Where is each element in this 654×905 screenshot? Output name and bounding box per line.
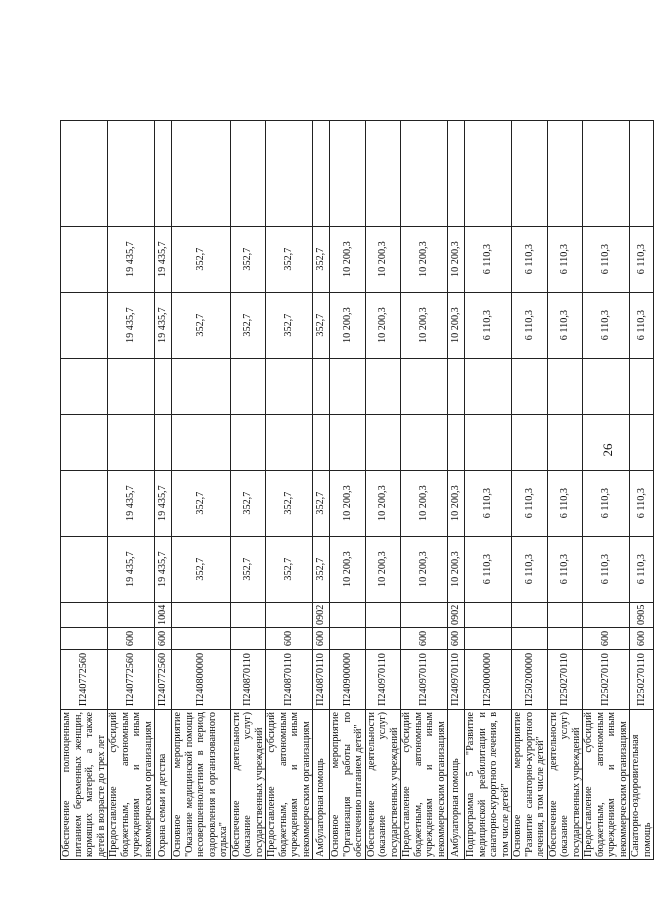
row-value-4-cell — [512, 358, 548, 414]
row-value-5-cell: 352,7 — [313, 292, 330, 358]
row-value-4-cell — [465, 358, 512, 414]
row-empty-cell — [108, 120, 155, 226]
row-value-1-cell: 352,7 — [266, 536, 313, 602]
row-fsr-cell — [401, 602, 448, 627]
row-code-cell: П240800000 — [172, 650, 231, 710]
row-value-3-cell — [155, 414, 172, 470]
row-value-2-cell: 352,7 — [172, 470, 231, 536]
row-name-cell: Предоставление субсидий бюджетным, автономным учреждениям и иным некоммерческим организациям — [401, 710, 448, 860]
row-code-cell: П240970110 — [401, 650, 448, 710]
row-code-cell: П240970110 — [365, 650, 401, 710]
row-value-5-cell: 6 110,3 — [630, 292, 654, 358]
row-value-3-cell — [448, 414, 465, 470]
row-name-cell: Охрана семьи и детства — [155, 710, 172, 860]
row-value-2-cell: 352,7 — [230, 470, 266, 536]
row-empty-cell — [61, 120, 108, 226]
row-value-6-cell: 10 200,3 — [448, 226, 465, 292]
table-row — [630, 120, 654, 859]
row-value-5-cell: 6 110,3 — [583, 292, 630, 358]
row-fsr-cell — [330, 602, 366, 627]
row-value-4-cell — [313, 358, 330, 414]
row-code-cell: П250270110 — [547, 650, 583, 710]
row-name-cell: Предоставление субсидий бюджетным, автономным учреждениям и иным некоммерческим организациям — [266, 710, 313, 860]
row-value-5-cell — [61, 292, 108, 358]
row-vr-cell — [365, 628, 401, 650]
row-vr-cell: 600 — [108, 628, 155, 650]
row-value-1-cell: 352,7 — [230, 536, 266, 602]
row-value-3-cell — [401, 414, 448, 470]
row-value-6-cell: 19 435,7 — [155, 226, 172, 292]
row-name-cell: Предоставление субсидий бюджетным, автономным учреждениям и иным некоммерческим организациям — [583, 710, 630, 860]
row-value-1-cell: 10 200,3 — [330, 536, 366, 602]
row-value-4-cell — [330, 358, 366, 414]
row-name-cell: Основное мероприятие "Организация работы по обеспечению питанием детей" — [330, 710, 366, 860]
row-value-1-cell — [61, 536, 108, 602]
row-value-6-cell: 10 200,3 — [365, 226, 401, 292]
row-value-2-cell: 6 110,3 — [512, 470, 548, 536]
row-value-4-cell — [61, 358, 108, 414]
row-value-4-cell — [155, 358, 172, 414]
row-fsr-cell: 0905 — [630, 602, 654, 627]
row-empty-cell — [630, 120, 654, 226]
table-row — [365, 120, 401, 859]
row-value-2-cell: 10 200,3 — [365, 470, 401, 536]
row-value-5-cell: 352,7 — [230, 292, 266, 358]
row-value-4-cell — [230, 358, 266, 414]
row-empty-cell — [401, 120, 448, 226]
row-vr-cell: 600 — [313, 628, 330, 650]
row-value-1-cell: 6 110,3 — [465, 536, 512, 602]
row-code-cell: П240870110 — [266, 650, 313, 710]
row-value-1-cell: 10 200,3 — [448, 536, 465, 602]
row-value-6-cell: 352,7 — [266, 226, 313, 292]
row-value-4-cell — [172, 358, 231, 414]
row-code-cell: П250270110 — [583, 650, 630, 710]
row-fsr-cell — [547, 602, 583, 627]
row-value-6-cell: 6 110,3 — [583, 226, 630, 292]
row-value-5-cell: 10 200,3 — [365, 292, 401, 358]
row-code-cell: П240772560 — [155, 650, 172, 710]
row-vr-cell: 600 — [448, 628, 465, 650]
row-value-2-cell: 10 200,3 — [330, 470, 366, 536]
row-value-3-cell — [512, 414, 548, 470]
budget-table — [60, 120, 654, 860]
row-value-5-cell: 6 110,3 — [547, 292, 583, 358]
row-value-1-cell: 10 200,3 — [365, 536, 401, 602]
row-value-6-cell: 10 200,3 — [401, 226, 448, 292]
row-vr-cell — [512, 628, 548, 650]
row-value-3-cell — [465, 414, 512, 470]
row-value-3-cell — [365, 414, 401, 470]
row-value-3-cell — [266, 414, 313, 470]
table-row — [512, 120, 548, 859]
row-fsr-cell — [583, 602, 630, 627]
row-empty-cell — [365, 120, 401, 226]
row-value-1-cell: 6 110,3 — [547, 536, 583, 602]
row-code-cell: П240870110 — [313, 650, 330, 710]
row-empty-cell — [172, 120, 231, 226]
row-value-4-cell — [401, 358, 448, 414]
row-value-6-cell: 6 110,3 — [630, 226, 654, 292]
row-code-cell: П240772560 — [108, 650, 155, 710]
row-value-3-cell — [230, 414, 266, 470]
row-vr-cell: 600 — [266, 628, 313, 650]
row-value-4-cell — [365, 358, 401, 414]
row-empty-cell — [583, 120, 630, 226]
row-value-5-cell: 6 110,3 — [465, 292, 512, 358]
row-fsr-cell — [172, 602, 231, 627]
row-value-3-cell — [630, 414, 654, 470]
row-value-5-cell: 10 200,3 — [448, 292, 465, 358]
row-fsr-cell — [61, 602, 108, 627]
row-value-2-cell: 6 110,3 — [583, 470, 630, 536]
row-name-cell: Обеспечение деятельности (оказание услуг) государственных учреждений — [365, 710, 401, 860]
row-value-4-cell — [108, 358, 155, 414]
row-empty-cell — [313, 120, 330, 226]
row-value-5-cell: 352,7 — [266, 292, 313, 358]
row-code-cell: П250270110 — [630, 650, 654, 710]
row-value-3-cell — [61, 414, 108, 470]
row-fsr-cell — [108, 602, 155, 627]
row-code-cell: П240900000 — [330, 650, 366, 710]
row-vr-cell: 600 — [583, 628, 630, 650]
row-name-cell: Подпрограмма 5 "Развитие медицинской реабилитации и санаторно-курортного лечения, в том числе детей" — [465, 710, 512, 860]
row-value-2-cell: 19 435,7 — [155, 470, 172, 536]
row-value-2-cell: 6 110,3 — [465, 470, 512, 536]
row-value-1-cell: 19 435,7 — [155, 536, 172, 602]
row-empty-cell — [230, 120, 266, 226]
row-value-6-cell: 6 110,3 — [465, 226, 512, 292]
row-vr-cell — [172, 628, 231, 650]
row-value-4-cell — [547, 358, 583, 414]
row-vr-cell — [465, 628, 512, 650]
row-fsr-cell: 1004 — [155, 602, 172, 627]
row-value-6-cell: 352,7 — [172, 226, 231, 292]
table-row — [448, 120, 465, 859]
row-value-3-cell — [547, 414, 583, 470]
row-vr-cell: 600 — [155, 628, 172, 650]
row-value-2-cell: 352,7 — [266, 470, 313, 536]
row-value-1-cell: 6 110,3 — [630, 536, 654, 602]
row-name-cell: Обеспечение полноценным питанием беременных женщин, кормящих матерей, а также детей в возрасте до трех лет — [61, 710, 108, 860]
row-fsr-cell: 0902 — [448, 602, 465, 627]
row-name-cell: Основное мероприятие "Развитие санаторно-курортного лечения, в том числе детей" — [512, 710, 548, 860]
row-value-1-cell: 6 110,3 — [583, 536, 630, 602]
row-name-cell: Обеспечение деятельности (оказание услуг) государственных учреждений — [547, 710, 583, 860]
row-name-cell: Предоставление субсидий бюджетным, автономным учреждениям и иным некоммерческим организациям — [108, 710, 155, 860]
table-row — [330, 120, 366, 859]
table-row — [108, 120, 155, 859]
row-value-1-cell: 10 200,3 — [401, 536, 448, 602]
row-fsr-cell: 0902 — [313, 602, 330, 627]
row-value-6-cell: 6 110,3 — [547, 226, 583, 292]
row-name-cell: Санаторно-оздоровительная помощь — [630, 710, 654, 860]
row-value-6-cell: 6 110,3 — [512, 226, 548, 292]
row-value-6-cell — [61, 226, 108, 292]
page-number: 26 — [600, 443, 615, 457]
row-name-cell: Обеспечение деятельности (оказание услуг) государственных учреждений — [230, 710, 266, 860]
row-fsr-cell — [365, 602, 401, 627]
row-value-4-cell — [583, 358, 630, 414]
row-code-cell: П240772560 — [61, 650, 108, 710]
row-empty-cell — [266, 120, 313, 226]
row-value-2-cell: 10 200,3 — [401, 470, 448, 536]
row-code-cell: П240870110 — [230, 650, 266, 710]
table-row — [583, 120, 630, 859]
row-fsr-cell — [465, 602, 512, 627]
table-row — [230, 120, 266, 859]
table-row — [61, 120, 108, 859]
row-code-cell: П250200000 — [512, 650, 548, 710]
row-value-6-cell: 352,7 — [313, 226, 330, 292]
row-vr-cell — [330, 628, 366, 650]
table-row — [266, 120, 313, 859]
row-empty-cell — [547, 120, 583, 226]
row-vr-cell — [230, 628, 266, 650]
row-value-3-cell — [313, 414, 330, 470]
row-value-4-cell — [448, 358, 465, 414]
row-value-6-cell: 19 435,7 — [108, 226, 155, 292]
row-code-cell: П250000000 — [465, 650, 512, 710]
row-value-2-cell: 19 435,7 — [108, 470, 155, 536]
row-value-5-cell: 10 200,3 — [330, 292, 366, 358]
row-name-cell: Амбулаторная помощь — [313, 710, 330, 860]
row-empty-cell — [465, 120, 512, 226]
row-empty-cell — [330, 120, 366, 226]
row-fsr-cell — [230, 602, 266, 627]
table-row — [547, 120, 583, 859]
row-value-3-cell — [330, 414, 366, 470]
row-value-3-cell — [583, 414, 630, 470]
table-row — [172, 120, 231, 859]
row-value-2-cell — [61, 470, 108, 536]
row-value-2-cell: 352,7 — [313, 470, 330, 536]
row-vr-cell: 600 — [401, 628, 448, 650]
row-value-1-cell: 352,7 — [172, 536, 231, 602]
row-value-3-cell — [172, 414, 231, 470]
row-value-1-cell: 19 435,7 — [108, 536, 155, 602]
table-row — [313, 120, 330, 859]
row-code-cell: П240970110 — [448, 650, 465, 710]
row-value-5-cell: 352,7 — [172, 292, 231, 358]
row-value-5-cell: 10 200,3 — [401, 292, 448, 358]
row-value-4-cell — [266, 358, 313, 414]
row-value-2-cell: 10 200,3 — [448, 470, 465, 536]
row-value-5-cell: 19 435,7 — [155, 292, 172, 358]
table-row — [155, 120, 172, 859]
row-value-3-cell — [108, 414, 155, 470]
row-name-cell: Основное мероприятие "Оказание медицинской помощи несовершеннолетним в период оздоровления и организованного отдыха" — [172, 710, 231, 860]
row-vr-cell: 600 — [630, 628, 654, 650]
row-value-6-cell: 10 200,3 — [330, 226, 366, 292]
row-vr-cell — [61, 628, 108, 650]
row-empty-cell — [155, 120, 172, 226]
row-fsr-cell — [266, 602, 313, 627]
row-value-4-cell — [630, 358, 654, 414]
row-value-2-cell: 6 110,3 — [547, 470, 583, 536]
table-row — [465, 120, 512, 859]
row-fsr-cell — [512, 602, 548, 627]
row-value-1-cell: 6 110,3 — [512, 536, 548, 602]
row-value-2-cell: 6 110,3 — [630, 470, 654, 536]
row-value-1-cell: 352,7 — [313, 536, 330, 602]
row-vr-cell — [547, 628, 583, 650]
row-empty-cell — [512, 120, 548, 226]
row-value-5-cell: 6 110,3 — [512, 292, 548, 358]
table-row — [401, 120, 448, 859]
row-empty-cell — [448, 120, 465, 226]
row-name-cell: Амбулаторная помощь — [448, 710, 465, 860]
row-value-5-cell: 19 435,7 — [108, 292, 155, 358]
row-value-6-cell: 352,7 — [230, 226, 266, 292]
